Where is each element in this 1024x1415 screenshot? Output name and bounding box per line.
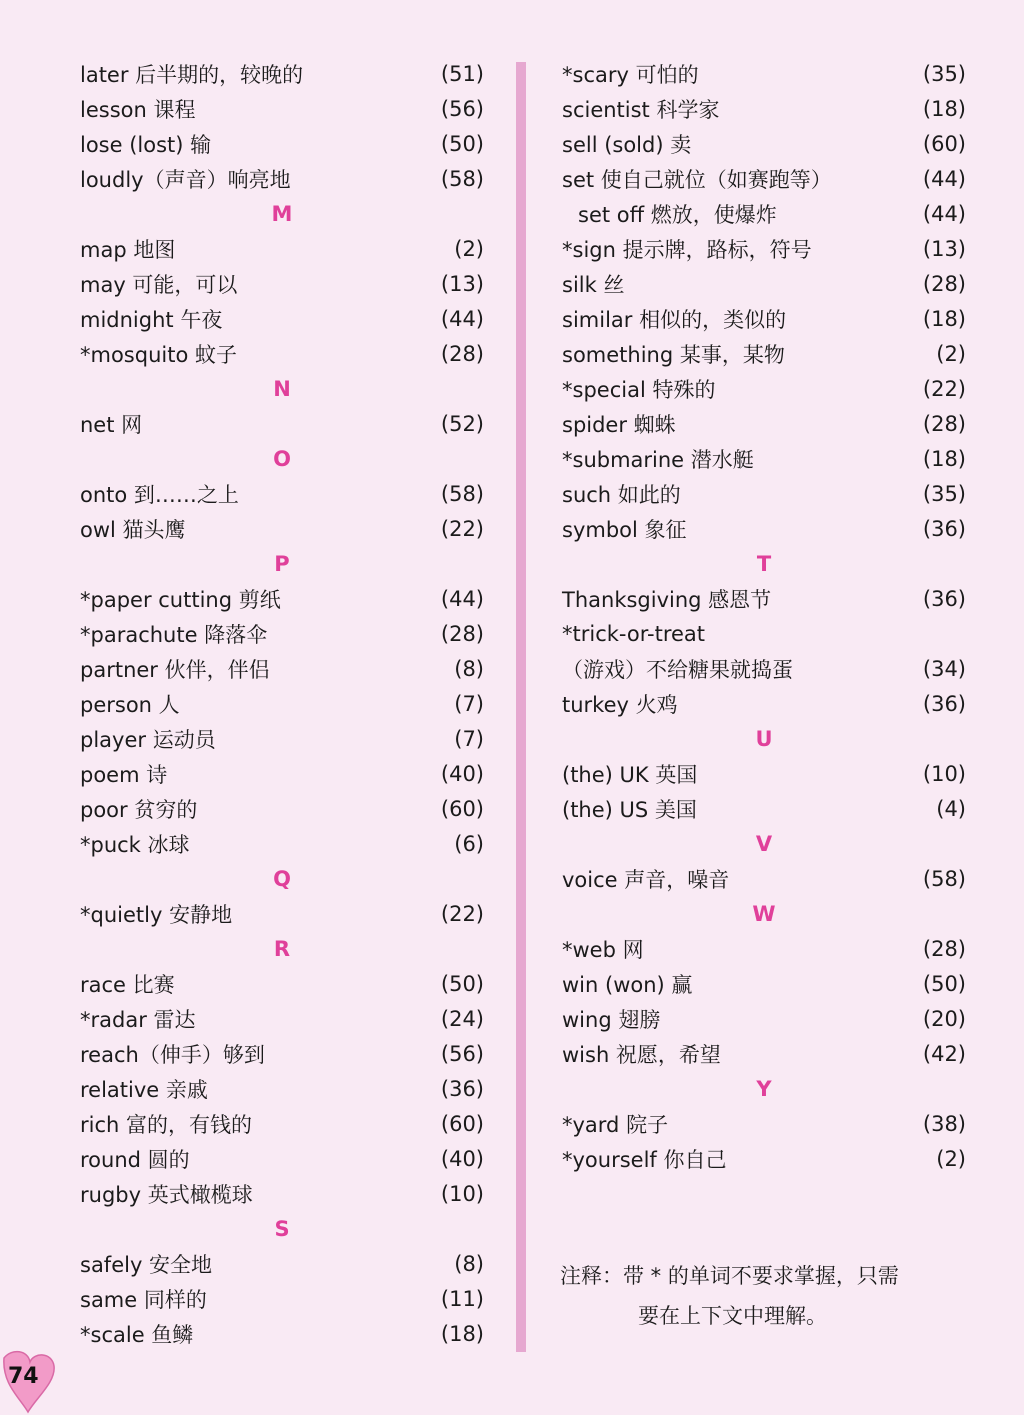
entry-word: *submarine 潜水艇 [562, 447, 754, 472]
entry-word: sell (sold) 卖 [562, 132, 692, 157]
glossary-entry [562, 1141, 966, 1176]
glossary-entry [562, 56, 966, 91]
glossary-entry [80, 1176, 484, 1211]
entry-unit-number: (36) [922, 586, 966, 611]
entry-unit-number: (42) [922, 1041, 966, 1066]
entry-unit-number: (36) [440, 1076, 484, 1101]
glossary-entry [80, 91, 484, 126]
glossary-entry [562, 336, 966, 371]
entry-word: safely 安全地 [80, 1252, 213, 1277]
section-letter: Q [273, 866, 291, 891]
entry-word: round 圆的 [80, 1147, 190, 1172]
glossary-entry [80, 826, 484, 861]
entry-unit-number: (18) [922, 96, 966, 121]
entry-word: (the) UK 英国 [562, 762, 698, 787]
entry-word: something 某事，某物 [562, 342, 785, 367]
glossary-entry [80, 336, 484, 371]
entry-word: rich 富的，有钱的 [80, 1112, 252, 1137]
entry-word: *yard 院子 [562, 1112, 669, 1137]
entry-unit-number: (50) [922, 971, 966, 996]
entry-unit-number: (6) [454, 831, 484, 856]
section-letter: U [755, 726, 773, 751]
entry-word: *mosquito 蚊子 [80, 342, 237, 367]
entry-unit-number: (2) [454, 236, 484, 261]
glossary-entry [80, 161, 484, 196]
entry-word: such 如此的 [562, 482, 681, 507]
glossary-entry [562, 161, 966, 196]
entry-unit-number: (28) [440, 341, 484, 366]
section-letter: S [274, 1216, 290, 1241]
entry-unit-number: (4) [936, 796, 966, 821]
glossary-entry [562, 581, 966, 616]
glossary-entry [562, 686, 966, 721]
entry-word: relative 亲戚 [80, 1077, 208, 1102]
entry-unit-number: (44) [922, 201, 966, 226]
entry-word: player 运动员 [80, 727, 216, 752]
glossary-entry [562, 651, 966, 686]
entry-word: *paper cutting 剪纸 [80, 587, 281, 612]
section-letter: T [756, 551, 772, 576]
entry-unit-number: (2) [936, 341, 966, 366]
entry-word: *scary 可怕的 [562, 62, 699, 87]
section-letter: P [274, 551, 290, 576]
glossary-entry [562, 476, 966, 511]
entry-unit-number: (36) [922, 516, 966, 541]
entry-unit-number: (28) [922, 936, 966, 961]
entry-word: loudly（声音）响亮地 [80, 167, 291, 192]
column-divider [516, 62, 526, 1352]
entry-unit-number: (56) [440, 96, 484, 121]
glossary-left-column [80, 56, 484, 1351]
entry-word: owl 猫头鹰 [80, 517, 186, 542]
entry-word: *parachute 降落伞 [80, 622, 268, 647]
entry-word: win (won) 赢 [562, 972, 693, 997]
entry-unit-number: (50) [440, 131, 484, 156]
entry-word: *trick-or-treat [562, 621, 706, 646]
entry-word: turkey 火鸡 [562, 692, 678, 717]
glossary-entry [562, 196, 966, 231]
section-letter: R [273, 936, 291, 961]
entry-word: similar 相似的，类似的 [562, 307, 787, 332]
entry-unit-number: (38) [922, 1111, 966, 1136]
entry-unit-number: (7) [454, 691, 484, 716]
glossary-entry [80, 581, 484, 616]
entry-word: scientist 科学家 [562, 97, 720, 122]
entry-unit-number: (22) [440, 901, 484, 926]
glossary-entry [562, 441, 966, 476]
entry-word: race 比赛 [80, 972, 175, 997]
entry-unit-number: (44) [922, 166, 966, 191]
entry-unit-number: (8) [454, 1251, 484, 1276]
glossary-entry [80, 686, 484, 721]
glossary-entry [80, 651, 484, 686]
glossary-entry [562, 301, 966, 336]
entry-word: *yourself 你自己 [562, 1147, 727, 1172]
glossary-entry [562, 371, 966, 406]
entry-unit-number: (35) [922, 61, 966, 86]
section-letter: Y [756, 1076, 772, 1101]
entry-word: person 人 [80, 692, 180, 717]
entry-word: lesson 课程 [80, 97, 196, 122]
glossary-entry [80, 1071, 484, 1106]
entry-unit-number: (40) [440, 761, 484, 786]
entry-unit-number: (13) [440, 271, 484, 296]
entry-word: *puck 冰球 [80, 832, 190, 857]
entry-unit-number: (60) [440, 1111, 484, 1136]
page-number: 74 [8, 1364, 39, 1389]
entry-unit-number: (34) [922, 656, 966, 681]
entry-unit-number: (20) [922, 1006, 966, 1031]
entry-word: net 网 [80, 412, 143, 437]
glossary-entry [80, 1036, 484, 1071]
entry-unit-number: (28) [922, 411, 966, 436]
glossary-entry [562, 1106, 966, 1141]
entry-unit-number: (18) [922, 306, 966, 331]
entry-word: spider 蜘蛛 [562, 412, 676, 437]
glossary-entry [562, 756, 966, 791]
section-letter: O [273, 446, 291, 471]
entry-word: wish 祝愿，希望 [562, 1042, 721, 1067]
glossary-entry [80, 511, 484, 546]
entry-unit-number: (28) [440, 621, 484, 646]
entry-unit-number: (51) [440, 61, 484, 86]
section-letter: N [273, 376, 291, 401]
entry-unit-number: (35) [922, 481, 966, 506]
entry-word: *quietly 安静地 [80, 902, 233, 927]
section-letter: V [755, 831, 773, 856]
glossary-entry [80, 301, 484, 336]
entry-unit-number: (7) [454, 726, 484, 751]
glossary-entry [562, 266, 966, 301]
glossary-entry [80, 1141, 484, 1176]
entry-unit-number: (22) [440, 516, 484, 541]
entry-unit-number: (60) [440, 796, 484, 821]
footnote-line-2: 要在上下文中理解。 [638, 1304, 827, 1328]
glossary-entry [562, 861, 966, 896]
entry-word: *sign 提示牌，路标，符号 [562, 237, 812, 262]
entry-word: rugby 英式橄榄球 [80, 1182, 253, 1207]
glossary-entry [80, 896, 484, 931]
entry-unit-number: (10) [440, 1181, 484, 1206]
footnote-line-1: 注释：带 * 的单词不要求掌握，只需 [560, 1264, 899, 1288]
entry-word: *radar 雷达 [80, 1007, 196, 1032]
entry-word: symbol 象征 [562, 517, 687, 542]
entry-word: *special 特殊的 [562, 377, 716, 402]
entry-word: set off 燃放，使爆炸 [578, 202, 777, 227]
glossary-entry [562, 791, 966, 826]
glossary-entry [80, 266, 484, 301]
glossary-entry [562, 1036, 966, 1071]
glossary-entry [80, 966, 484, 1001]
glossary-entry [562, 1001, 966, 1036]
entry-unit-number: (11) [440, 1286, 484, 1311]
entry-word: midnight 午夜 [80, 307, 223, 332]
entry-word: map 地图 [80, 237, 176, 262]
entry-unit-number: (58) [922, 866, 966, 891]
entry-word: voice 声音，噪音 [562, 867, 730, 892]
glossary-entry [80, 756, 484, 791]
glossary-entry [562, 231, 966, 266]
glossary-entry [80, 126, 484, 161]
entry-word: same 同样的 [80, 1287, 207, 1312]
glossary-entry [562, 126, 966, 161]
entry-unit-number: (36) [922, 691, 966, 716]
entry-word: onto 到……之上 [80, 482, 239, 507]
entry-word: reach（伸手）够到 [80, 1042, 265, 1067]
glossary-entry [80, 1106, 484, 1141]
entry-word: lose (lost) 输 [80, 132, 212, 157]
entry-unit-number: (13) [922, 236, 966, 261]
glossary-entry [80, 406, 484, 441]
entry-word: partner 伙伴，伴侣 [80, 657, 270, 682]
glossary-entry [80, 791, 484, 826]
entry-word: silk 丝 [562, 272, 625, 297]
glossary-entry [80, 1001, 484, 1036]
glossary-entry [562, 511, 966, 546]
entry-word: wing 翅膀 [562, 1007, 661, 1032]
glossary-entry [80, 56, 484, 91]
entry-unit-number: (8) [454, 656, 484, 681]
glossary-entry [80, 1246, 484, 1281]
glossary-entry [80, 231, 484, 266]
glossary-entry [562, 931, 966, 966]
entry-word: may 可能，可以 [80, 272, 238, 297]
entry-word: (the) US 美国 [562, 797, 697, 822]
entry-word: Thanksgiving 感恩节 [562, 587, 772, 612]
section-letter: M [271, 201, 293, 226]
entry-unit-number: (50) [440, 971, 484, 996]
entry-unit-number: (58) [440, 166, 484, 191]
glossary-entry [80, 1316, 484, 1351]
entry-unit-number: (56) [440, 1041, 484, 1066]
entry-unit-number: (18) [922, 446, 966, 471]
entry-unit-number: (2) [936, 1146, 966, 1171]
entry-unit-number: (24) [440, 1006, 484, 1031]
glossary-entry [80, 476, 484, 511]
glossary-entry [562, 91, 966, 126]
entry-unit-number: (28) [922, 271, 966, 296]
glossary-entry [80, 1281, 484, 1316]
entry-word: *web 网 [562, 937, 644, 962]
entry-word: later 后半期的，较晚的 [80, 62, 304, 87]
entry-unit-number: (58) [440, 481, 484, 506]
entry-word: poor 贫穷的 [80, 797, 198, 822]
page-number-badge [0, 1350, 60, 1410]
entry-unit-number: (44) [440, 586, 484, 611]
footnote [560, 1256, 980, 1336]
entry-word: *scale 鱼鳞 [80, 1322, 194, 1347]
section-letter: W [752, 901, 776, 926]
glossary-right-column [562, 56, 966, 1176]
entry-unit-number: (44) [440, 306, 484, 331]
entry-word: set 使自己就位（如赛跑等） [562, 167, 832, 192]
glossary-entry [80, 721, 484, 756]
entry-unit-number: (52) [440, 411, 484, 436]
glossary-entry [562, 616, 966, 651]
glossary-entry [562, 966, 966, 1001]
entry-unit-number: (40) [440, 1146, 484, 1171]
entry-word: （游戏）不给糖果就捣蛋 [562, 657, 793, 682]
glossary-entry [80, 616, 484, 651]
entry-unit-number: (60) [922, 131, 966, 156]
glossary-entry [562, 406, 966, 441]
entry-word: poem 诗 [80, 762, 168, 787]
entry-unit-number: (18) [440, 1321, 484, 1346]
entry-unit-number: (10) [922, 761, 966, 786]
entry-unit-number: (22) [922, 376, 966, 401]
